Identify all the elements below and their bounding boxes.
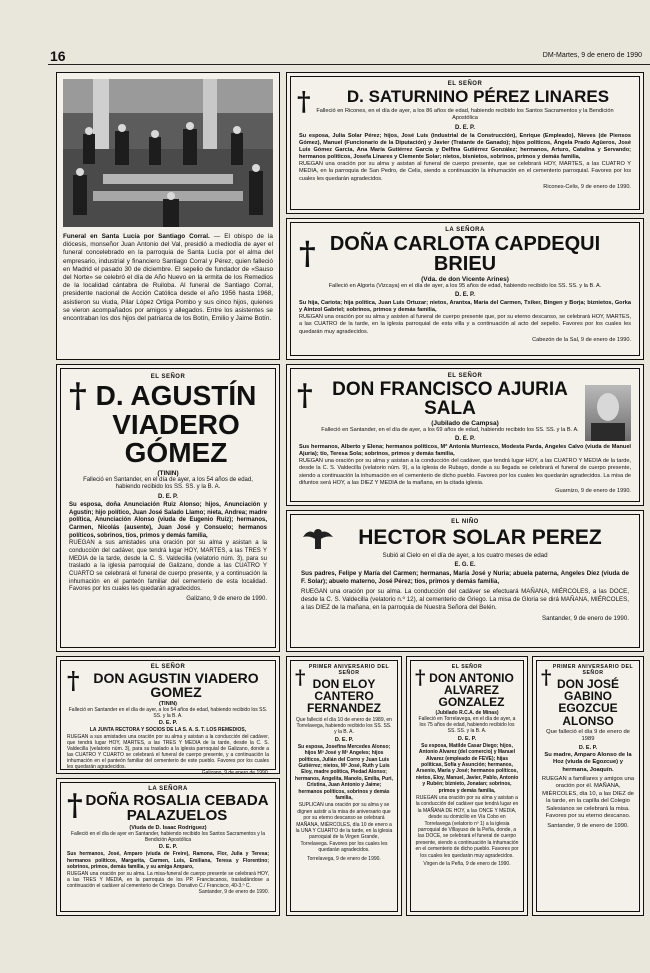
photo-story (56, 72, 280, 360)
notice-ajuria (286, 364, 644, 506)
photo-caption (63, 233, 273, 323)
notice-rosalia (56, 778, 280, 916)
notice-family: Sus hermanos, José, Amparo (viuda de Freire), Ramona, Flor, Julia y Teresa; hermanos políticos, Margarita, Carmen, Luis, Emiliana, Teresa y Florentino; sobrinos, primos, demás familia, y su amiga Amparo, (67, 851, 269, 871)
notice-dep: D. E. P. (158, 720, 178, 727)
notice-kicker: EL SEÑOR (150, 664, 186, 670)
notice-request: RUEGAN una oración por su alma y asistan a la conducción del cadáver, que tendrá lugar HOY, a las CUATRO Y MEDIA de la tarde, desde la C. S. Valdecilla (velatorio núm. 9), a la iglesia de Rubayo, donde a su llegada se celebrará el funeral de cuerpo presente, siendo a continuación la inhumación en el cementerio de dicho pueblo. Favores por los cuales les quedarán agradecidos. La misa de difuntos será HOY, a las DIEZ Y MEDIA de la mañana, en la citada iglesia. (299, 458, 631, 486)
notice-sub: (TININ) (158, 700, 178, 707)
caption-title: Funeral en Santa Lucía por Santiago Corral. (63, 233, 210, 240)
notice-request: RUEGAN a sus amistades una oración por su alma y asistan a la conducción del cadáver, que tendrá lugar HOY, MARTES, a las TRES Y MEDIA de la tarde, desde la C. S. Valdecilla (velatorio núm. 3), para su traslado a la iglesia parroquial de Galizano, donde a las CUATRO Y CUARTO se celebrará el funeral de cuerpo presente, y a continuación la inhumación en el panteón familiar del cementerio de esta localidad. Favores por los cuales les quedarán agradecidos. (69, 540, 267, 593)
notice-family: Su esposa, Julia Solar Pérez; hijos, José Luis (industrial de la Construcción), Enrique (Empleado), Nieves (de Piensos Gómez), Manuel (Funcionario de la Diputación) y Javier (Tratante de Ganado); hijos políticos, Ángela Prado Agüeros, José Luis Gómez García, Ana María Gutiérrez García y Delfina Gutiérrez González; hermanos, Arturo, Catalina y Servando; hermanos políticos, Josefa Linares y Clemente Solar; nietos, bisnietos, sobrinos, primos y demás familia, (299, 132, 631, 161)
notice-name: DON FRANCISCO AJURIA SALA (332, 379, 568, 420)
notice-request: RUEGAN una oración por su alma. La conducción del cadáver se efectuará MAÑANA, MIÉRCOLES, a las DOCE, desde la C. S. Valdecilla (velatorio n.º 12), al cementerio de Griego. La misa de Gloria se dirá MAÑANA, MIÉRCOLES, a las DIEZ de la mañana, en la parroquia de Nuestra Señora del Belén. (301, 588, 629, 612)
notice-viadero-2 (56, 656, 280, 774)
notice-name: DON ANTONIO ALVAREZ GONZALEZ (429, 671, 514, 710)
page-number: 16 (50, 48, 66, 64)
notice-saturnino (286, 72, 644, 214)
notice-kicker: PRIMER ANIVERSARIO DEL SEÑOR (308, 664, 390, 676)
notice-family: Su madre, Amparo Alonso de la Hoz (viuda de Egozcue) y hermana, Joaquín. (544, 751, 632, 773)
notice-request: RUEGAN una oración por su alma. La misa-funeral de cuerpo presente se celebrará HOY, a las TRES Y MEDIA, en la parroquia de los PP. Franciscanos, trasladándose a continuación el cadáver al cementerio de Ciriego. Donativo C./ Francisco, 40-3.º C. (67, 870, 269, 889)
caption-body: — El obispo de la diócesis, monseñor Juan Antonio del Val, presidió a mediodía de ayer el funeral concelebrado en la parroquia de Santa Lucía por el alma del empresario, industrial y financiero Santiago Corral y Pérez, quien falleció en Madrid el pasado 30 de diciembre. El sepelio de fundador de «Sauso del Norte» se celebró el día de Año Nuevo en la ermita de los Remedios de la localidad cántabra de Ruiloba. Al funeral de Santiago Corral, presidente nacional de Acción Católica desde el año 1956 hasta 1968, asistieron su viuda, Pilar López Ortiga Pombo y sus cinco hijos, quienes se vieron acompañados por amigos y allegados. Entre los asistentes se encontraban los dos hijos del patriarca de los Botín, Emilio y Jaime Botín. (63, 233, 273, 322)
cross-icon: † (297, 87, 311, 117)
notice-sub: (TININ) (157, 469, 179, 477)
notice-request: SUPLICAN una oración por su alma y se dignen asistir a la misa de aniversario que por su eterno descanso se celebrará MAÑANA, MIÉRCOLES, día 10 de enero a la UNA Y CUARTO de la tarde, en la iglesia parroquial de la Virgen Grande, Torrelavega. Favores por los cuales les quedarán agradecidos. (295, 802, 393, 854)
notice-dep: D. E. P. (158, 493, 178, 500)
notice-died: Falleció en Santander, en el día de ayer, a los 69 años de edad, habiendo recibido los SS. SS. y la B. A. (321, 426, 579, 433)
notice-name: D. SATURNINO PÉREZ LINARES (346, 87, 610, 106)
notice-sub: (Viuda de D. Isaac Rodríguez) (129, 824, 207, 831)
notice-dep: D. E. P. (457, 735, 477, 742)
cross-icon: † (541, 665, 552, 689)
portrait-art (585, 385, 631, 441)
notice-place: Virgen de la Peña, 9 de enero de 1990. (423, 860, 511, 867)
notice-family: Sus padres, Felipe y María del Carmen; hermanas, María José y Nuria; abuela paterna, Angeles Díez (viuda de F. Solar); abuelo materno, José Pérez; tíos, primos y demás familia, (301, 570, 629, 586)
notice-place: Torrelavega, 9 de enero de 1990. (307, 855, 381, 862)
notice-family: LA JUNTA RECTORA Y SOCIOS DE LA S. A. S. T. LOS REMEDIOS, (89, 727, 247, 734)
notice-request: RUEGAN una oración por su alma y asisten al funeral de cuerpo presente que, por su eterno descanso, se celebrará HOY, MARTES, a las CUATRO de la tarde, en la iglesia parroquial de esta villa y a continuación al acto del sepelio. Favores por los cuales les quedarán muy agradecidos. (299, 314, 631, 335)
funeral-photo-art (63, 79, 273, 227)
notice-kicker: LA SEÑORA (445, 227, 485, 233)
angel-icon (301, 525, 335, 551)
notice-dep: D. E. P. (455, 291, 475, 298)
notice-family: Sus hermanos, Alberto y Elena; hermanos políticos, Mª Antonia Murriesco, Modesta Parda, Angeles Calvo (viuda de Manuel Ajuria); tío, Teresa Sola; sobrinos, primos y demás familia, (299, 443, 631, 458)
notice-eloy (286, 656, 402, 916)
notice-place: Galizano, 9 de enero de 1990. (201, 769, 269, 776)
cross-icon: † (67, 788, 83, 823)
notice-place: Cabezón de la Sal, 9 de enero de 1990. (532, 336, 631, 343)
notice-request: RUEGAN a familiares y amigos una oración por él. MAÑANA, MIÉRCOLES, día 10, a las DIEZ de la tarde, en la capilla del Colegio Salesianos se celebrará la misa. Favores por su eterno descanso. (541, 775, 635, 819)
notice-sub: (Jubilado R.C.A. de Minas) (435, 709, 499, 716)
notice-request: RUEGAN una oración por su alma y asistan a la conducción del cadáver que tendrá lugar en la MAÑANA DE HOY, a las ONCE Y MEDIA, desde su domicilio en Vía Cobo en Torrelavega (velatorio nº 1) a la iglesia parroquial de Villayuso de la Peña, donde, a las DOCE, se celebrará el funeral de cuerpo presente, siendo a continuación la inhumación en el cementerio de dicho pueblo. Favores por los cuales les quedarán muy agradecidos. (415, 795, 519, 859)
notice-place: Santander, 9 de enero de 1990. (547, 823, 629, 830)
funeral-photo (63, 79, 273, 227)
cross-icon: † (67, 666, 80, 695)
notice-kicker: EL SEÑOR (451, 664, 483, 670)
notice-jose (532, 656, 644, 916)
notice-name: D. AGUSTÍN VIADERO GÓMEZ (95, 380, 257, 469)
notice-dep: D. E. P. (455, 124, 475, 131)
notice-name: HECTOR SOLAR PEREZ (358, 526, 602, 549)
notice-died: Que falleció el día 9 de enero de 1989 (546, 728, 630, 743)
cross-icon: † (69, 376, 87, 416)
notice-request: RUEGAN a sus amistades una oración por su alma y asistan a la conducción del cadáver, que tendrá lugar HOY, MARTES, a las TRES Y MEDIA de la tarde, desde la C. S. Valdecilla (velatorio núm. 3), para su traslado a la iglesia parroquial de Galizano, donde a las CUATRO Y CUARTO se celebrará el funeral de cuerpo presente, y a continuación la inhumación en el panteón familiar del cementerio de este pueblo. Favores por los cuales les quedarán agradecidos. (67, 733, 269, 770)
notice-place: Guarnizo, 9 de enero de 1990. (555, 487, 631, 494)
notice-family: Su hija, Cariota; hija política, Juan Luis Ortuzar; nietos, Arantxa, María del Carmen, Txiker, Bingen y Borja; biznietos, Gorka y Aintzol Gabriel; sobrinos, primos y demás familia, (299, 299, 631, 314)
notice-kicker: EL SEÑOR (447, 81, 483, 87)
notice-family: Su esposa, Josefina Mercedes Alonso; hijos Mª José y Mª Angeles; hijos políticos, Julián del Corro y Juan Luis Gutiérrez; nietos, Mª José, Ruth y Luis Eloy, madre política, Piedad Alonso; hermanos, Angelita, Manolo, Emilia, Puri, Cristina, Juan Antonio y Jaime; hermanos políticos, sobrinos y demás familia, (295, 743, 393, 801)
notice-antonio (406, 656, 528, 916)
page-dateline: DM-Martes, 9 de enero de 1990 (542, 52, 642, 59)
notice-name: DON AGUSTIN VIADERO GOMEZ (93, 670, 259, 701)
notice-place: Ricones-Celis, 9 de enero de 1990. (543, 183, 631, 190)
notice-carlota (286, 218, 644, 360)
cross-icon: † (299, 234, 316, 272)
notice-sub: (Vda. de don Vicente Arines) (421, 275, 509, 283)
notice-kicker: EL SEÑOR (150, 374, 186, 380)
header-rule (48, 64, 650, 65)
notice-died: Falleció en el día de ayer en Santander, habiendo recibido los Santos Sacramentos y la Bendición Apostólica (70, 830, 265, 843)
notice-family: Su esposa, doña Anunciación Ruiz Alonso; hijos, Anunciación y Agustín; hijo político, Juan José Salado Llamo; nieta, Andrea; madre política, Anunciación Alonso (viuda de Eugenio Ruiz); hermanos, Carmen, Nicolás (ausente), Juan José y Consuelo; hermanos políticos, sobrinos, tíos, primos y demás familia, (69, 501, 267, 539)
notice-dep: D. E. P. (578, 744, 598, 751)
notice-died: Falleció en Algorta (Vizcaya) en el día de ayer, a los 95 años de edad, habiendo recibido los SS. SS. y la B. A. (328, 282, 602, 289)
notice-name: DOÑA CARLOTA CAPDEQUI BRIEU (329, 233, 601, 276)
cross-icon: † (415, 665, 426, 689)
notice-died: Falleció en Santander, en el día de ayer, a los 54 años de edad, habiendo recibido los SS. SS. y la B. A. (83, 476, 253, 491)
notice-dep: D. E. P. (158, 844, 178, 851)
notice-place: Galizano, 9 de enero de 1990. (186, 596, 267, 603)
notice-name: DOÑA ROSALIA CEBADA PALAZUELOS (85, 792, 269, 825)
notice-died: Que falleció el día 10 de enero de 1989, en Torrelavega, habiendo recibido los SS. SS. y la B. A. (296, 716, 392, 736)
notice-dep: D. E. P. (455, 435, 475, 442)
notice-hector (286, 510, 644, 652)
cross-icon: † (297, 378, 313, 413)
notice-kicker: EL SEÑOR (447, 373, 483, 379)
notice-kicker: PRIMER ANIVERSARIO DEL SEÑOR (552, 664, 634, 676)
notice-viadero (56, 364, 280, 652)
portrait-photo (585, 385, 631, 441)
notice-sub: (Jubilado de Campsa) (431, 419, 499, 427)
notice-kicker: LA SEÑORA (148, 786, 188, 792)
notice-dep: D. E. P. (334, 736, 354, 743)
cross-icon: † (295, 665, 306, 689)
notice-died: Falleció en Santander en el día de ayer, a los 54 años de edad, habiendo recibido los SS. SS. y la B. A. (68, 706, 268, 719)
notice-place: Santander, 9 de enero de 1990. (198, 888, 269, 895)
notice-place: Santander, 9 de enero de 1990. (541, 615, 629, 623)
notice-died: Falleció en Torrelavega, en el día de ayer, a los 75 años de edad, habiendo recibido los SS. SS. y la B. A. (418, 715, 516, 735)
notice-request: RUEGAN una oración por su alma y asistan al funeral de cuerpo presente, que se celebrará HOY, MARTES, a las CUATRO Y MEDIA, en la parroquia de San Pedro, de Celis, siendo a continuación la inhumación en el cementerio parroquial. Favores por los cuales les quedarán agradecidos. (299, 161, 631, 182)
notice-name: DON ELOY CANTERO FERNANDEZ (307, 677, 381, 716)
notice-family: Su esposa, Matilde Casar Diego; hijos, Antonio Alvarez (del comercio) y Manuel Alvarez (empleado de FEVE); hijas políticas, Sofía y Asunción; hermanos, Arsenio, María y José; hermanos políticos, nietos, Eloy, Manuel, Javier, Pablo, Antonio y Rubén; biznieto, Jonatan; sobrinos, primos y demás familia, (415, 742, 519, 794)
notice-kicker: EL NIÑO (451, 519, 479, 525)
notice-died: Subió al Cielo en el día de ayer, a los cuatro meses de edad (382, 552, 548, 560)
notice-name: DON JOSÉ GABINO EGOZCUE ALONSO (556, 677, 619, 728)
notice-dep: E. G. E. (454, 562, 476, 569)
notice-died: Falleció en Ricones, en el día de ayer, a los 86 años de edad, habiendo recibido los Santos Sacramentos y la Bendición Apostólica (316, 108, 614, 122)
